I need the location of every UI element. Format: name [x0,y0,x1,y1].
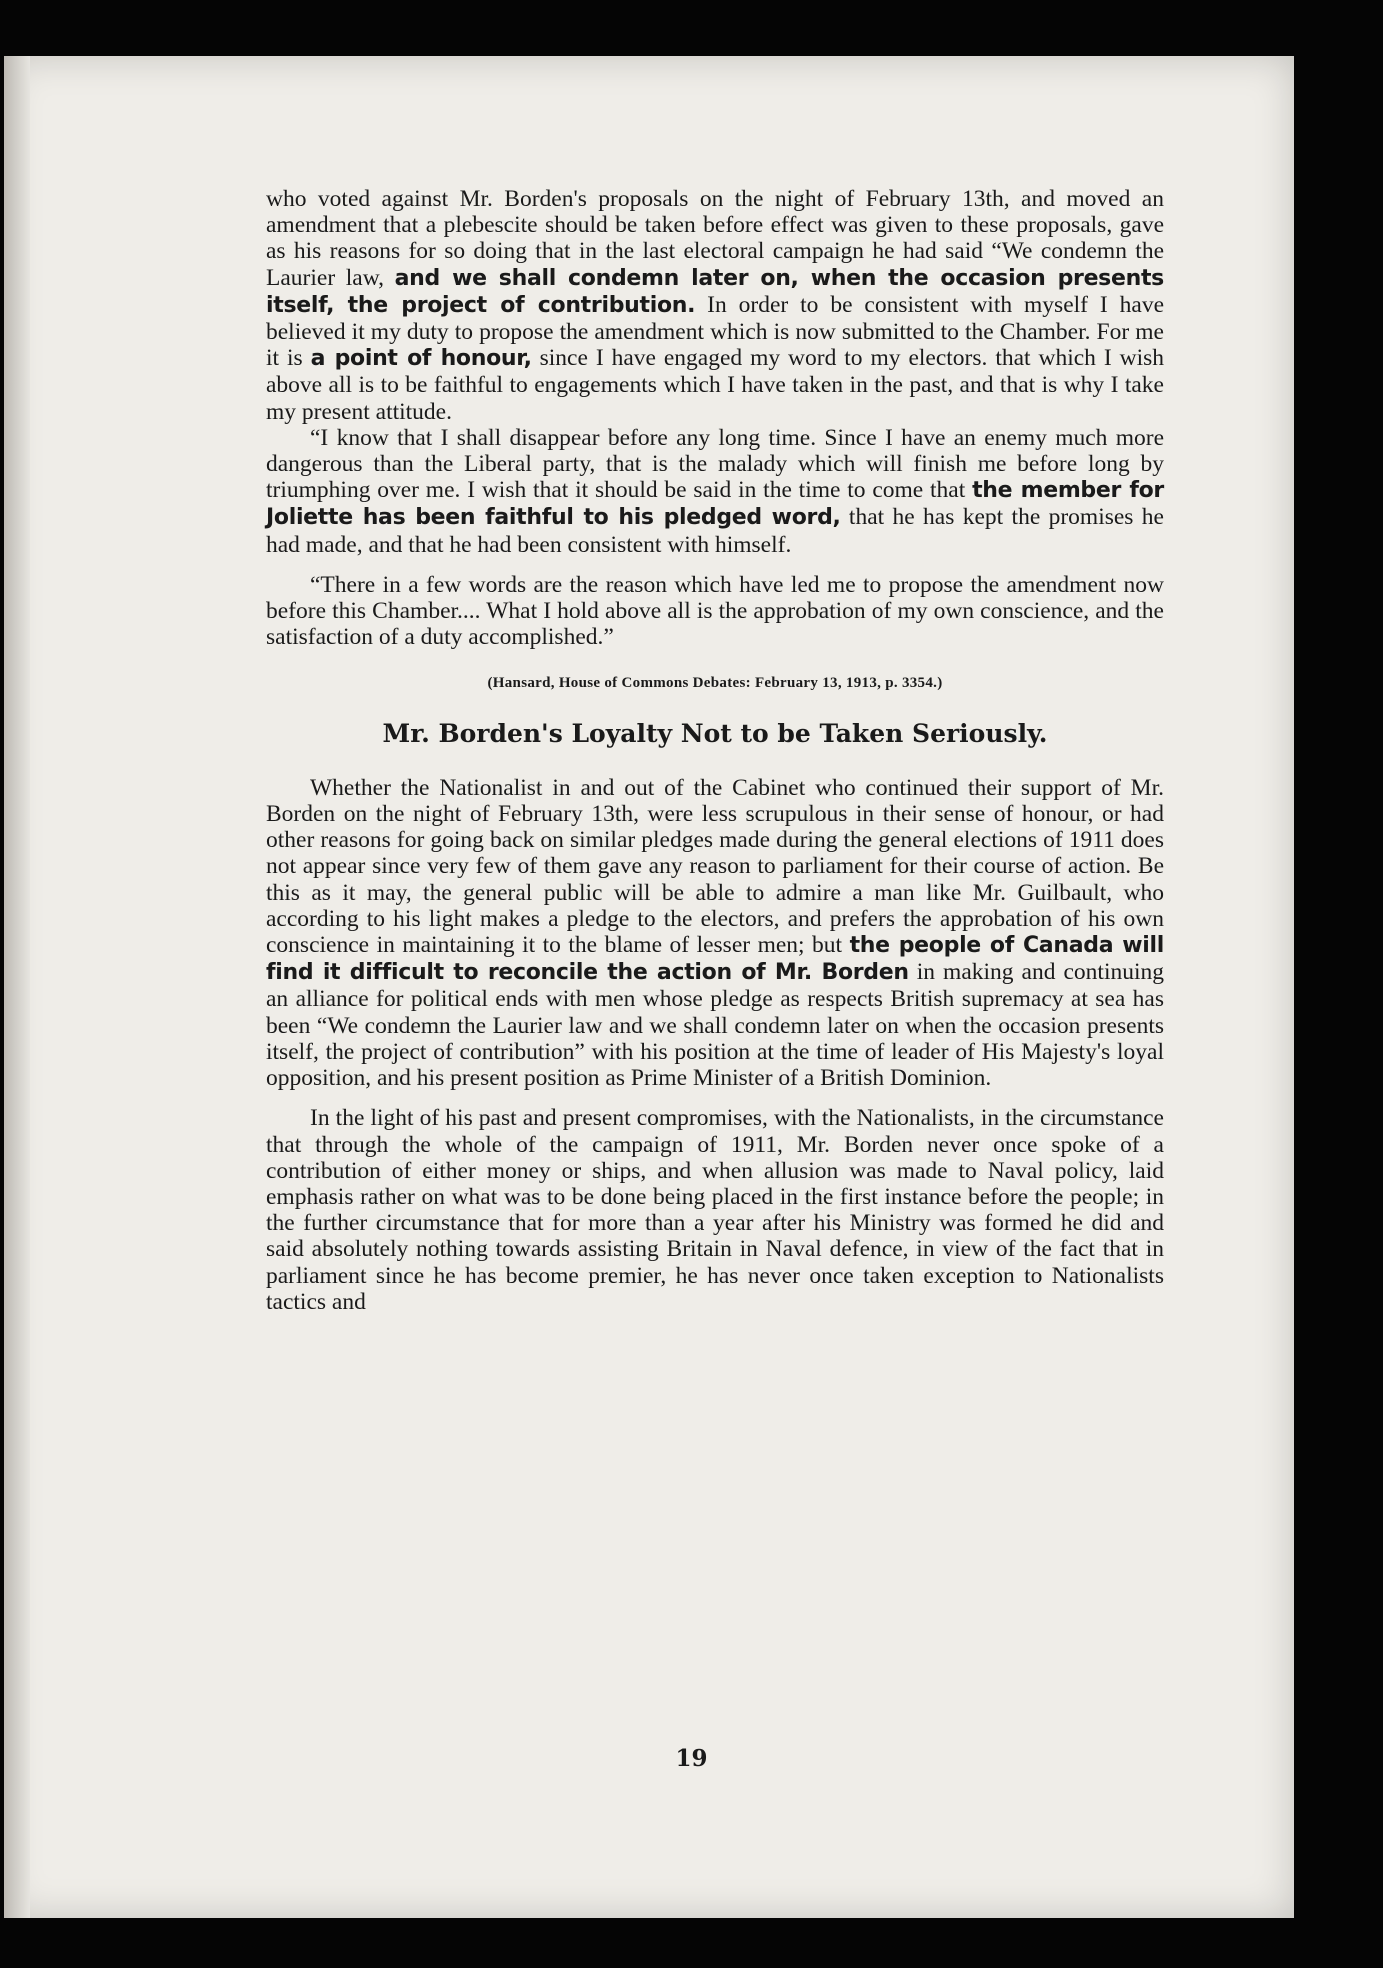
text-run: Whether the Nationalist in and out of the Cabinet who continued their support of Mr. Borden on the night of February 13th, were less scrupulous in their sense of honour, or had other reasons for going back on similar pledges made during the general elections of 1911 does not appear since very few of them gave any reason to parliament for their course of action. Be this as it may, the general public will be able to admire a man like Mr. Guilbault, who according to his light makes a pledge to the electors, and prefers the approbation of his own conscience in maintaining it to the blame of lesser men; but [266,774,1164,959]
paragraph [266,186,1164,425]
quotation-section [266,186,1164,650]
section-heading: Mr. Borden's Loyalty Not to be Taken Seriously. [382,718,1048,748]
bold-emphasis: a point of honour, [310,346,532,372]
bold-emphasis: the people of Canada will find it difficult to reconcile the action of Mr. Borden [266,933,1164,986]
page-number: 19 [675,1745,708,1772]
bold-emphasis: and we shall condemn later on, when the occasion presents itself, the project of contribution. [266,265,1164,318]
text-run: “I know that I shall disappear before any long time. Since I have an enemy much more dangerous than the Liberal party, that is the malady which will finish me before long by triumphing over me. I wish that it should be said in the time to come that [266,424,1164,504]
page-edge [4,56,30,1918]
paragraph [266,1105,1164,1315]
text-run: In the light of his past and present compromises, with the Nationalists, in the circumstance that through the whole of the campaign of 1911, Mr. Borden never once spoke of a contribution of either money or ships, and when allusion was made to Naval policy, laid emphasis rather on what was to be done being placed in the first instance before the people; in the further circumstance that for more than a year after his Ministry was formed he did and said absolutely nothing towards assisting Britain in Naval defence, in view of the fact that in parliament since he has become premier, he has never once taken exception to Nationalists tactics and [266,1105,1164,1315]
paragraph [266,572,1164,651]
commentary-section [266,775,1164,1315]
text-run: in making and continuing an alliance for political ends with men whose pledge as respects British supremacy at sea has been “We condemn the Laurier law and we shall condemn later on when the occasion presents itself, the project of contribution” with his position at the time of leader of His Majesty's loyal opposition, and his present position as Prime Minister of a British Dominion. [266,959,1164,1092]
text-run: that he has kept the promises he had made, and that he had been consistent with himself. [266,504,1164,558]
body-text [266,186,1164,1315]
citation: (Hansard, House of Commons Debates: February 13, 1913, p. 3354.) [487,675,943,692]
text-run: who voted against Mr. Borden's proposals on the night of February 13th, and moved an amendment that a plebescite should be taken before effect was given to these proposals, gave as his reasons for so doing that in the last electoral campaign he had said “We condemn the Laurier law, [266,186,1164,291]
text-run: since I have engaged my word to my electors. that which I wish above all is to be faithful to engagements which I have taken in the past, and that is why I take my present attitude. [266,345,1165,425]
paragraph [266,425,1164,558]
paragraph [266,775,1164,1091]
text-run: “There in a few words are the reason which have led me to propose the amendment now before this Chamber.... What I hold above all is the approbation of my own conscience, and the satisfaction of a duty accomplished.” [266,571,1164,651]
bold-emphasis: the member for Joliette has been faithful to his pledged word, [266,478,1164,531]
text-run: In order to be consistent with myself I have believed it my duty to propose the amendment which is now submitted to the Chamber. For me it is [266,291,1164,372]
